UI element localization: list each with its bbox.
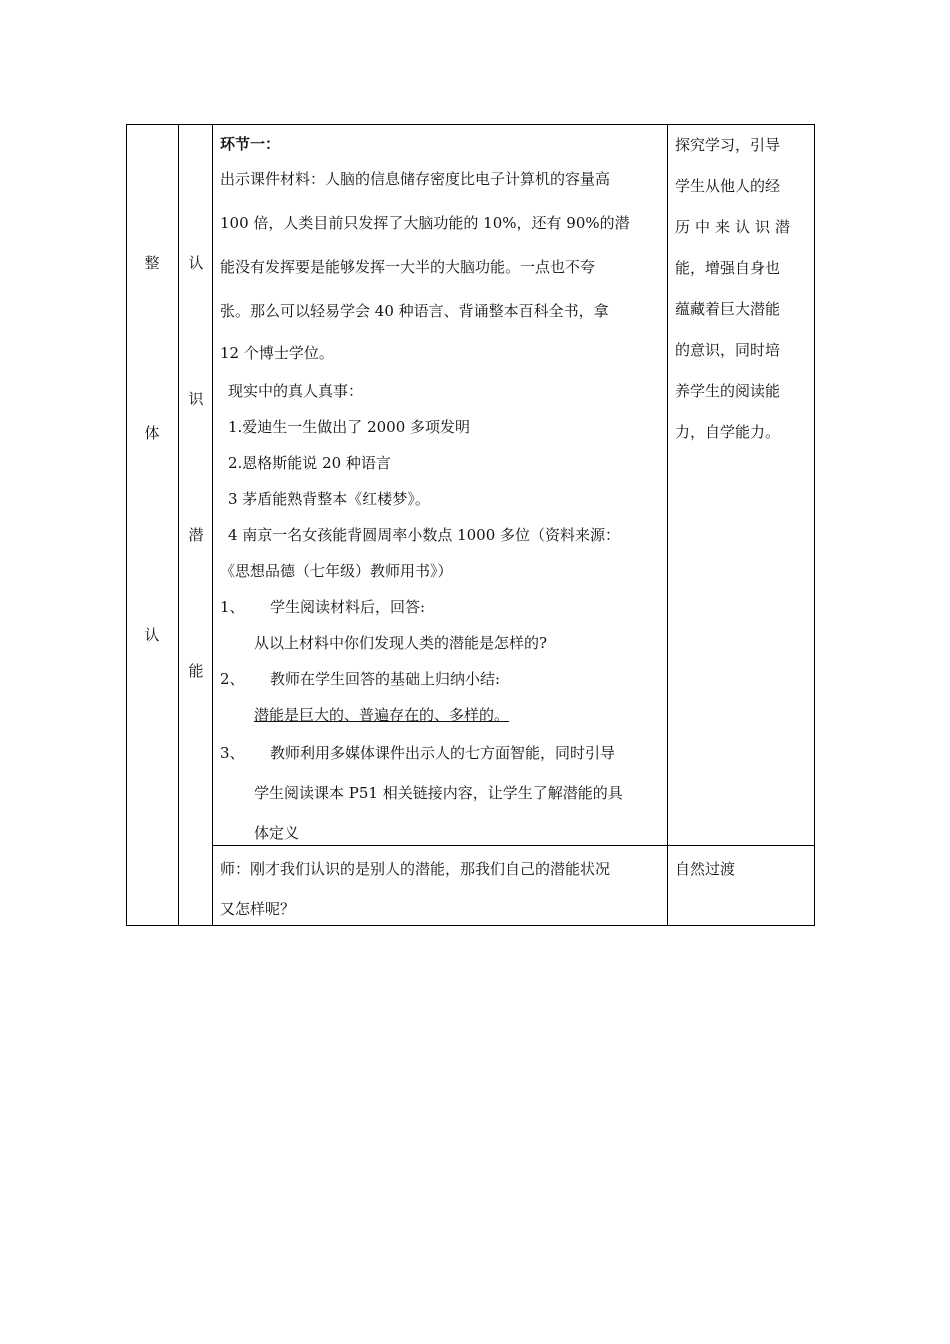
step-item [220,661,665,697]
activity-heading: 环节一： [220,135,281,153]
column-divider [667,125,668,925]
topic-char: 潜 [188,526,204,544]
section-char: 认 [144,626,160,644]
material-line: 100 倍，人类目前只发挥了大脑功能的 10%，还有 90%的潜 [220,214,630,232]
transition-purpose: 自然过渡 [675,860,736,878]
purpose-line: 能，增强自身也 [675,259,781,277]
topic-char: 能 [188,662,204,680]
material-line: 出示课件材料：人脑的信息储存密度比电子计算机的容量高 [220,170,611,188]
step-number: 1、 [220,598,245,616]
section-char: 整 [144,254,160,272]
step-subtext: 从以上材料中你们发现人类的潜能是怎样的? [254,634,548,652]
step-text: 教师利用多媒体课件出示人的七方面智能，同时引导 [270,744,616,762]
step-number: 2、 [220,670,245,688]
purpose-line: 历中来认识潜 [675,218,796,236]
purpose-line: 蕴藏着巨大潜能 [675,300,781,318]
transition-line: 师：刚才我们认识的是别人的潜能，那我们自己的潜能状况 [220,860,611,878]
step-item [220,589,665,625]
step-subtext: 学生阅读课本 P51 相关链接内容，让学生了解潜能的具 [254,784,623,802]
story-item: 《思想品德（七年级）教师用书》） [220,562,453,580]
story-item: 2.恩格斯能说 20 种语言 [228,454,391,472]
story-item: 4 南京一名女孩能背圆周率小数点 1000 多位（资料来源： [228,526,621,544]
material-line: 能没有发挥要是能够发挥一大半的大脑功能。一点也不夸 [220,258,596,276]
story-item: 1.爱迪生一生做出了 2000 多项发明 [228,418,471,436]
lesson-plan-table [126,124,815,926]
purpose-line: 力，自学能力。 [675,423,781,441]
step-item [220,733,665,773]
story-item: 3 茅盾能熟背整本《红楼梦》。 [228,490,430,508]
material-line: 张。那么可以轻易学会 40 种语言、背诵整本百科全书，拿 [220,302,609,320]
step-number: 3、 [220,744,245,762]
step-subtext [220,697,665,733]
column-divider [178,125,179,925]
topic-char: 识 [188,390,204,408]
step-text: 教师在学生回答的基础上归纳小结: [270,670,501,688]
material-line: 12 个博士学位。 [220,344,334,362]
purpose-line: 探究学习，引导 [675,136,781,154]
transition-line: 又怎样呢？ [220,900,296,918]
purpose-line: 养学生的阅读能 [675,382,781,400]
step-subtext: 体定义 [254,824,300,842]
real-stories-title: 现实中的真人真事： [228,382,364,400]
column-divider [212,125,213,925]
section-char: 体 [144,424,160,442]
design-purpose [675,125,807,453]
purpose-line: 学生从他人的经 [675,177,781,195]
transition-content [220,849,665,929]
purpose-line: 的意识，同时培 [675,341,781,359]
activity-content [220,131,665,853]
topic-char: 认 [188,254,204,272]
underlined-summary: 潜能是巨大的、普遍存在的、多样的。 [254,706,510,724]
step-text: 学生阅读材料后，回答: [270,598,426,616]
